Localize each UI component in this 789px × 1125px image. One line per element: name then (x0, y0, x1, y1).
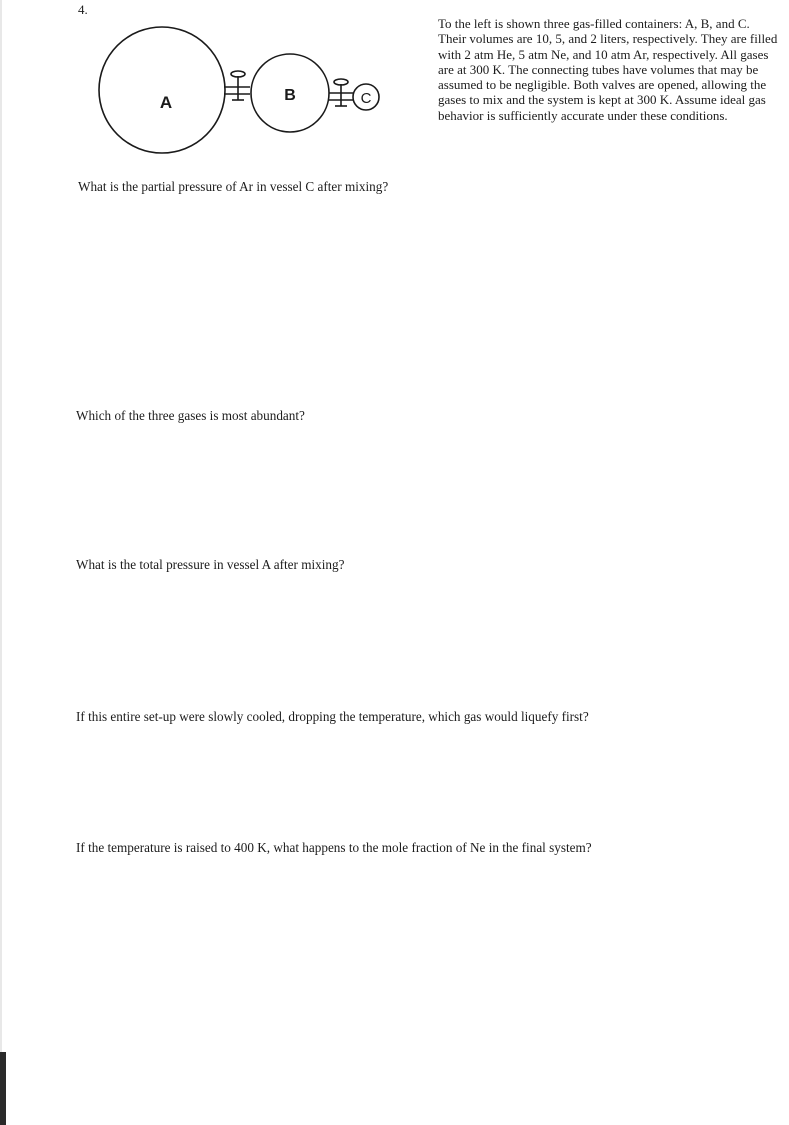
problem-intro-text: To the left is shown three gas-filled containers: A, B, and C. Their volumes are 10, 5, and 2 liters, respectively. They are filled with 2 atm He, 5 atm Ne, and 10 atm Ar, respectively. All gases are at 300 K. The connecting tubes have volumes that may be assumed to be negligible. Both valves are opened, allowing the gases to mix and the system is kept at 300 K. Assume ideal gas behavior is sufficiently accurate under these conditions. (438, 16, 778, 123)
scan-edge-mark (0, 1052, 6, 1125)
scan-edge-line (0, 0, 2, 1125)
problem-number: 4. (78, 2, 88, 17)
container-a-label: A (159, 93, 173, 112)
container-b-label: B (284, 87, 296, 104)
container-c-label: C (360, 90, 372, 107)
question-3: What is the total pressure in vessel A after mixing? (76, 557, 345, 572)
question-1: What is the partial pressure of Ar in vessel C after mixing? (78, 179, 389, 194)
question-4: If this entire set-up were slowly cooled, dropping the temperature, which gas would liquefy first? (76, 709, 589, 724)
question-2: Which of the three gases is most abundant? (76, 408, 305, 423)
container-a (99, 27, 225, 153)
question-5: If the temperature is raised to 400 K, what happens to the mole fraction of Ne in the final system? (76, 840, 592, 855)
gas-containers-diagram (92, 20, 402, 162)
